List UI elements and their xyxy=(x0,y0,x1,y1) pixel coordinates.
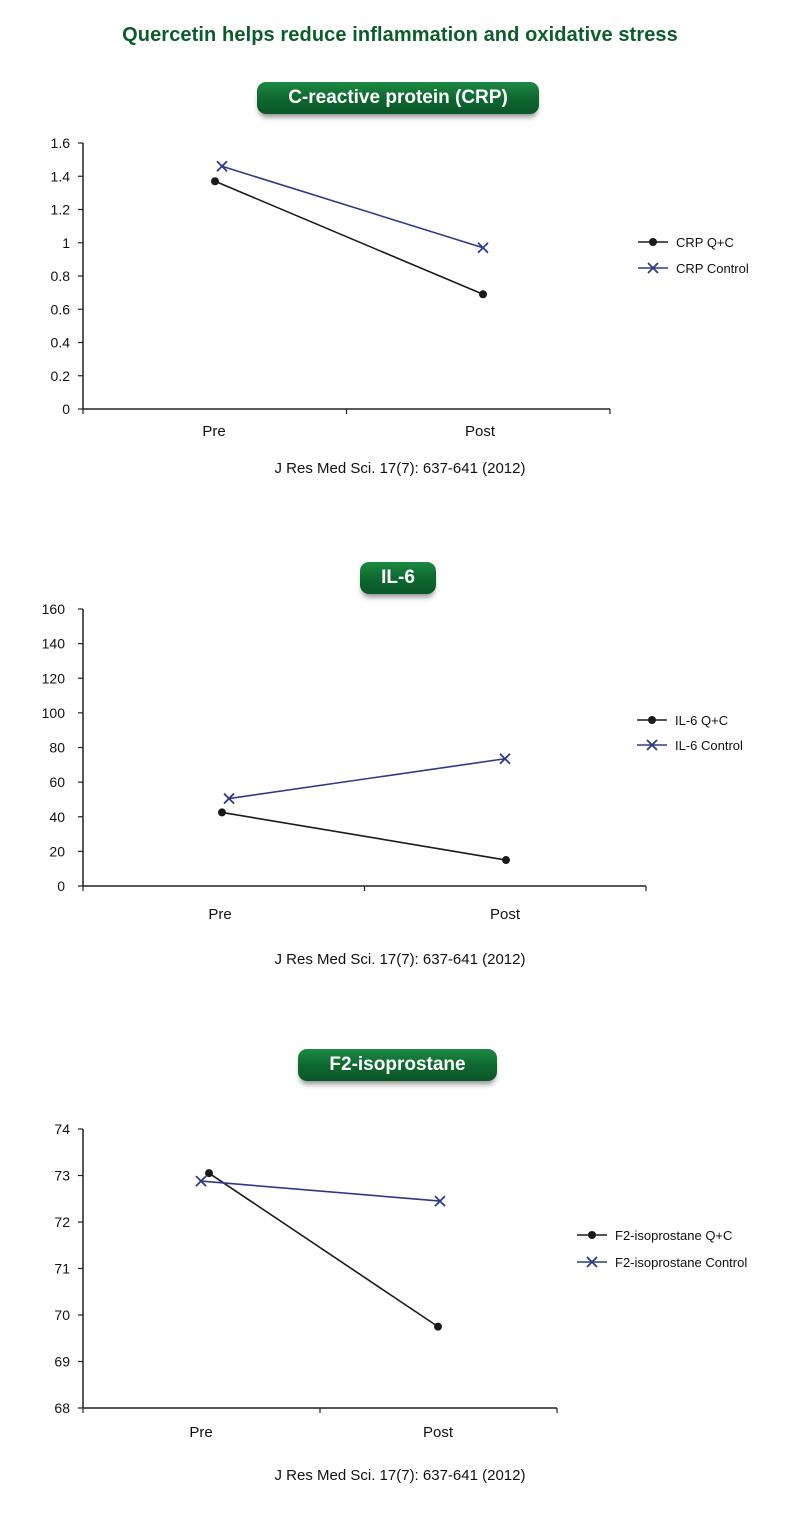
y-tick-label: 69 xyxy=(54,1353,70,1370)
x-tick-label: Pre xyxy=(208,906,232,923)
y-tick-label: 60 xyxy=(49,774,65,791)
y-tick-label: 68 xyxy=(54,1400,70,1416)
y-tick-label: 1.4 xyxy=(50,168,70,185)
y-tick-label: 0.8 xyxy=(50,268,70,284)
y-tick-label: 73 xyxy=(54,1167,70,1184)
x-tick-label: Post xyxy=(464,423,496,440)
y-tick-label: 120 xyxy=(41,670,65,687)
chart-citation: J Res Med Sci. 17(7): 637-641 (2012) xyxy=(274,951,526,968)
legend-label: F2-isoprostane Q+C xyxy=(615,1228,733,1243)
y-tick-label: 71 xyxy=(54,1260,70,1277)
chart-citation: J Res Med Sci. 17(7): 637-641 (2012) xyxy=(274,1467,526,1484)
y-tick-label: 0 xyxy=(62,401,70,417)
data-point-dot xyxy=(434,1323,442,1331)
legend-dot-marker xyxy=(588,1231,596,1239)
y-tick-label: 1.6 xyxy=(50,135,70,151)
x-tick-label: Pre xyxy=(189,1424,213,1441)
legend-label: CRP Control xyxy=(676,261,749,276)
y-tick-label: 100 xyxy=(41,704,65,721)
legend-label: IL-6 Control xyxy=(675,738,743,753)
y-tick-label: 1 xyxy=(62,234,70,251)
y-tick-label: 0.6 xyxy=(50,301,70,318)
y-tick-label: 160 xyxy=(41,601,65,617)
y-tick-label: 72 xyxy=(54,1214,70,1230)
y-tick-label: 1.2 xyxy=(50,201,70,218)
chart-title-badge: F2-isoprostane xyxy=(298,1049,497,1081)
x-tick-label: Pre xyxy=(202,423,226,440)
y-tick-label: 40 xyxy=(49,808,65,825)
page-title: Quercetin helps reduce inflammation and oxidative stress xyxy=(122,24,678,46)
chart-title-badge: IL-6 xyxy=(360,562,436,594)
x-tick-label: Post xyxy=(489,906,521,923)
legend-label: CRP Q+C xyxy=(676,235,734,250)
y-tick-label: 140 xyxy=(41,635,65,652)
y-tick-label: 74 xyxy=(54,1121,70,1137)
y-tick-label: 70 xyxy=(54,1307,70,1323)
y-tick-label: 0 xyxy=(57,878,65,894)
y-tick-label: 0.2 xyxy=(50,367,70,384)
data-point-dot xyxy=(205,1169,213,1177)
y-tick-label: 20 xyxy=(49,843,65,860)
chart-title-badge: C-reactive protein (CRP) xyxy=(257,82,539,114)
legend-label: F2-isoprostane Control xyxy=(615,1255,748,1270)
legend-entry xyxy=(577,1255,747,1270)
y-tick-label: 0.4 xyxy=(50,334,70,351)
legend-entry xyxy=(577,1228,732,1243)
x-tick-label: Post xyxy=(422,1424,454,1441)
chart-citation: J Res Med Sci. 17(7): 637-641 (2012) xyxy=(274,460,526,477)
series-line xyxy=(209,1173,438,1326)
y-tick-label: 80 xyxy=(49,739,65,756)
legend-label: IL-6 Q+C xyxy=(675,713,729,728)
